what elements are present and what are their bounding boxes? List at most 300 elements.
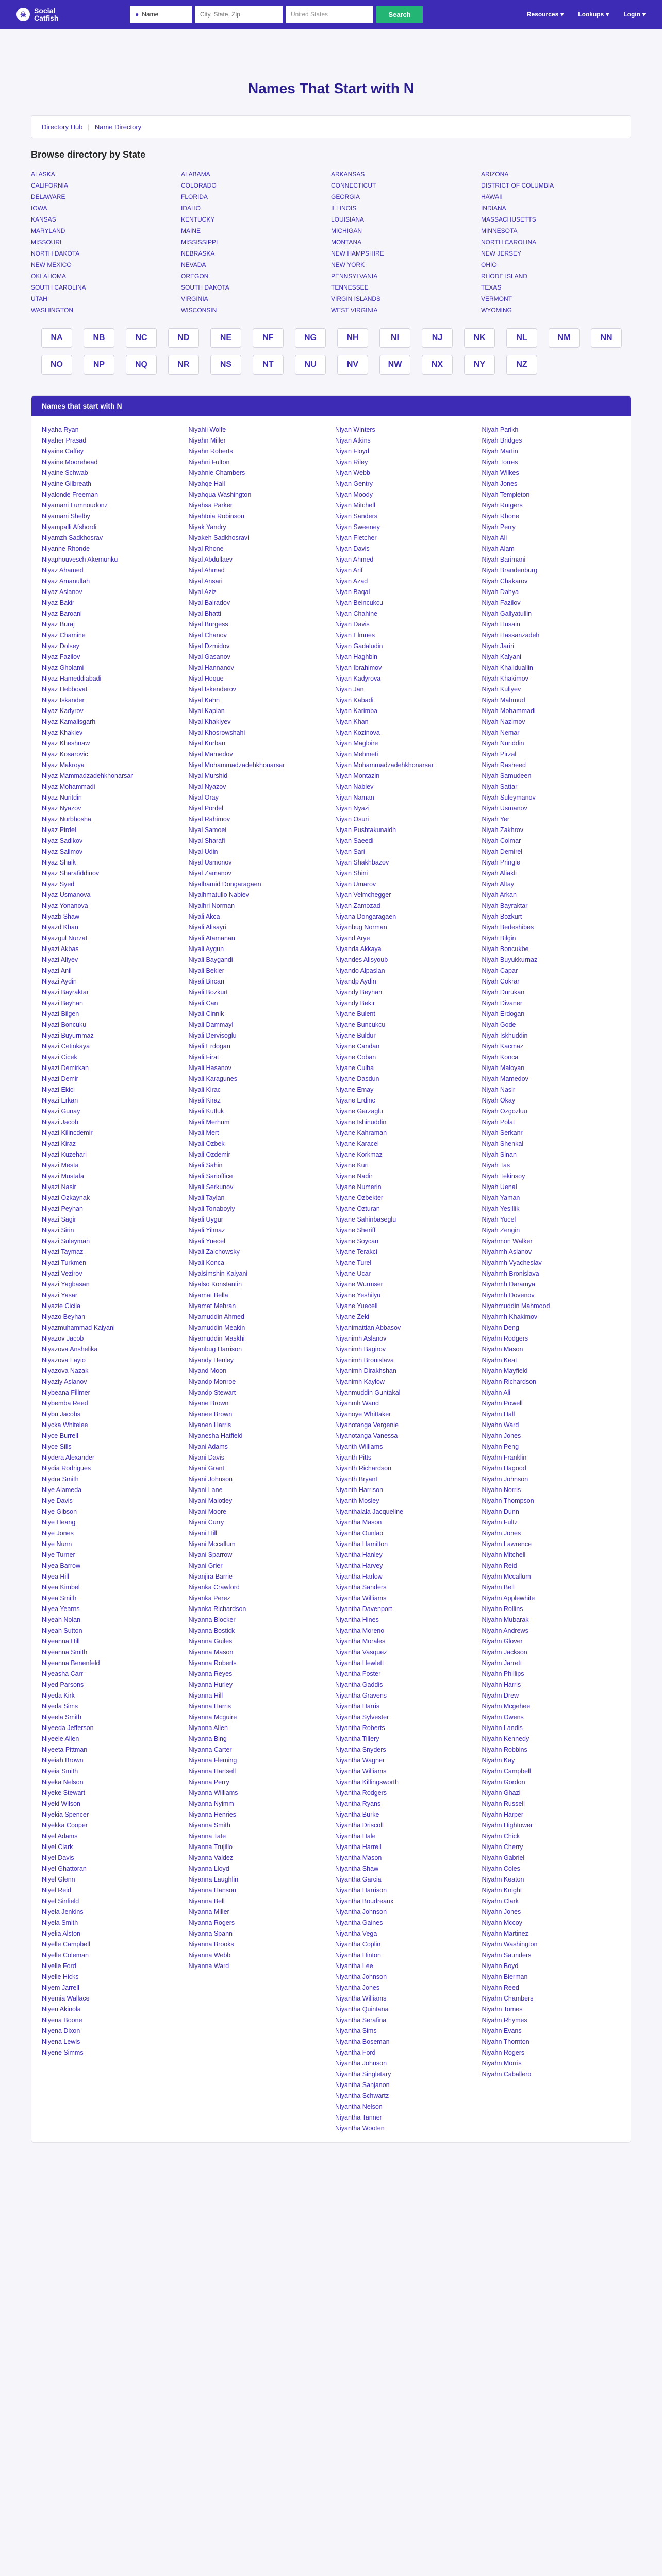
name-link[interactable]: Niyaz Gholami (42, 664, 84, 671)
name-link[interactable]: Niyah Khakimov (482, 675, 528, 682)
name-link[interactable]: Niyanthalala Jacqueline (335, 1508, 404, 1515)
name-link[interactable]: Niyahmh Bronislava (482, 1270, 539, 1277)
name-link[interactable]: Niyazi Bayraktar (42, 989, 89, 996)
name-link[interactable]: Niyahn Ali (482, 1389, 511, 1396)
name-link[interactable]: Niyan Osuri (335, 816, 369, 823)
name-link[interactable]: Niyeda Sims (42, 1703, 78, 1710)
name-link[interactable]: Niyah Nazimov (482, 718, 525, 725)
name-link[interactable]: Niyahn Norris (482, 1486, 521, 1494)
state-link[interactable]: PENNSYLVANIA (331, 273, 378, 280)
name-link[interactable]: Niyaz Khakiev (42, 729, 83, 736)
name-link[interactable]: Niyantha Williams (335, 1595, 387, 1602)
name-link[interactable]: Niyah Nemar (482, 729, 520, 736)
name-link[interactable]: Niyampalli Afshordi (42, 523, 97, 531)
name-link[interactable]: Niyan Zamozad (335, 902, 380, 909)
name-link[interactable]: Niyah Yaman (482, 1194, 520, 1201)
name-link[interactable]: Niyahmh Aslanov (482, 1248, 532, 1256)
name-link[interactable]: Niyazi Ekici (42, 1086, 75, 1093)
name-link[interactable]: Niyah Mohammadi (482, 707, 536, 715)
name-link[interactable]: Niyah Fazilov (482, 599, 521, 606)
name-link[interactable]: Niyantha Sanders (335, 1584, 387, 1591)
name-link[interactable]: Niyantha Hale (335, 1833, 376, 1840)
name-link[interactable]: Niyahn Ward (482, 1421, 519, 1429)
name-link[interactable]: Niyahmh Khakimov (482, 1313, 538, 1320)
name-link[interactable]: Niyani Mccallum (188, 1540, 236, 1548)
name-link[interactable]: Niyanbug Harrison (188, 1346, 242, 1353)
name-link[interactable]: Niyantha Williams (335, 1768, 387, 1775)
name-link[interactable]: Niyanth Bryant (335, 1476, 377, 1483)
name-link[interactable]: Niyali Alisayri (188, 924, 227, 931)
name-link[interactable]: Niyantha Johnson (335, 1973, 387, 1980)
name-link[interactable]: Niyantha Jones (335, 1984, 380, 1991)
name-link[interactable]: Niyaz Hameddiabadi (42, 675, 102, 682)
name-link[interactable]: Niyazi Kilincdemir (42, 1129, 93, 1137)
nav-resources[interactable]: Resources ▾ (526, 11, 564, 18)
name-link[interactable]: Niyena Boone (42, 2016, 82, 2024)
name-link[interactable]: Niyah Nuriddin (482, 740, 524, 747)
name-link[interactable]: Niyahn Ghazi (482, 1789, 521, 1797)
state-link[interactable]: HAWAII (481, 193, 503, 200)
state-link[interactable]: DELAWARE (31, 193, 65, 200)
name-link[interactable]: Niyel Adams (42, 1833, 78, 1840)
name-link[interactable]: Niyanna Hill (188, 1692, 223, 1699)
prefix-button[interactable]: NG (295, 328, 326, 348)
name-link[interactable]: Niyaz Syed (42, 880, 75, 888)
name-link[interactable]: Niyantha Johnson (335, 1908, 387, 1916)
state-link[interactable]: NEVADA (181, 261, 206, 268)
name-link[interactable]: Niyah Chakarov (482, 578, 528, 585)
name-link[interactable]: Niyeka Nelson (42, 1778, 84, 1786)
name-link[interactable]: Niyahn Applewhite (482, 1595, 535, 1602)
name-link[interactable]: Niyali Kirac (188, 1086, 221, 1093)
state-link[interactable]: NEW HAMPSHIRE (331, 250, 384, 257)
name-link[interactable]: Niyazi Buyurnmaz (42, 1032, 94, 1039)
name-link[interactable]: Niyahn Glover (482, 1638, 523, 1645)
name-link[interactable]: Niyantha Roberts (335, 1724, 385, 1732)
name-link[interactable]: Niyantha Harrell (335, 1843, 382, 1851)
name-link[interactable]: Niyazi Cicek (42, 1054, 77, 1061)
name-link[interactable]: Niyantha Hewlett (335, 1659, 384, 1667)
name-link[interactable]: Niyantha Ford (335, 2049, 376, 2056)
name-link[interactable]: Niyahn Rogers (482, 2049, 525, 2056)
name-link[interactable]: Niyanna Mcguire (188, 1714, 237, 1721)
name-link[interactable]: Niyantha Singletary (335, 2071, 391, 2078)
name-link[interactable]: Niyazb Shaw (42, 913, 79, 920)
name-link[interactable]: Niyahn Thompson (482, 1497, 534, 1504)
name-link[interactable]: Niyali Kiraz (188, 1097, 221, 1104)
state-link[interactable]: MISSOURI (31, 239, 62, 246)
name-link[interactable]: Niyane Kurt (335, 1162, 369, 1169)
name-link[interactable]: Niyah Tas (482, 1162, 510, 1169)
name-link[interactable]: Niyal Aziz (188, 588, 217, 596)
state-link[interactable]: MAINE (181, 227, 201, 234)
name-link[interactable]: Niyah Zakhrov (482, 826, 524, 834)
name-link[interactable]: Niyahn Clark (482, 1897, 519, 1905)
name-link[interactable]: Niyantha Williams (335, 1995, 387, 2002)
name-link[interactable]: Niyalsimshin Kaiyani (188, 1270, 248, 1277)
name-link[interactable]: Niyazi Gunay (42, 1108, 80, 1115)
name-link[interactable]: Niyantha Boseman (335, 2038, 390, 2045)
name-link[interactable]: Niyazi Erkan (42, 1097, 78, 1104)
name-link[interactable]: Niyah Kacmaz (482, 1043, 524, 1050)
name-link[interactable]: Niyazi Vezirov (42, 1270, 82, 1277)
state-link[interactable]: WASHINGTON (31, 307, 74, 314)
name-link[interactable]: Niyandp Monroe (188, 1378, 236, 1385)
name-link[interactable]: Niyea Yearns (42, 1605, 80, 1613)
name-link[interactable]: Niyahn Saunders (482, 1952, 532, 1959)
name-link[interactable]: Niyal Khakiyev (188, 718, 231, 725)
name-link[interactable]: Niyanmuddin Guntakal (335, 1389, 401, 1396)
name-link[interactable]: Niyantha Sylvester (335, 1714, 389, 1721)
state-link[interactable]: GEORGIA (331, 193, 360, 200)
name-link[interactable]: Niyah Brandenburg (482, 567, 538, 574)
name-link[interactable]: Niybemba Reed (42, 1400, 88, 1407)
prefix-button[interactable]: NH (337, 328, 368, 348)
state-link[interactable]: RHODE ISLAND (481, 273, 528, 280)
name-link[interactable]: Niyal Kurban (188, 740, 226, 747)
name-link[interactable]: Niyamani Shelby (42, 513, 90, 520)
name-link[interactable]: Niyahtoia Robinson (188, 513, 244, 520)
name-link[interactable]: Niyazi Demirkan (42, 1064, 89, 1072)
name-link[interactable]: Niyanna Hanson (188, 1887, 236, 1894)
name-link[interactable]: Niyahn Hagood (482, 1465, 526, 1472)
name-link[interactable]: Niyan Azad (335, 578, 368, 585)
name-link[interactable]: Niyantha Ounlap (335, 1530, 384, 1537)
name-link[interactable]: Niyah Shenkal (482, 1140, 524, 1147)
state-link[interactable]: VIRGIN ISLANDS (331, 295, 381, 302)
name-link[interactable]: Niyah Rutgers (482, 502, 523, 509)
name-link[interactable]: Niyah Buyukkurnaz (482, 956, 538, 963)
name-link[interactable]: Niyani Grant (188, 1465, 224, 1472)
name-link[interactable]: Niyali Firat (188, 1054, 219, 1061)
name-link[interactable]: Niyandp Stewart (188, 1389, 236, 1396)
name-link[interactable]: Niyantha Garcia (335, 1876, 382, 1883)
name-link[interactable]: Niyaine Schwab (42, 469, 88, 477)
name-link[interactable]: Niyah Demirel (482, 848, 522, 855)
name-link[interactable]: Niyelia Alston (42, 1930, 81, 1937)
state-link[interactable]: LOUISIANA (331, 216, 365, 223)
name-link[interactable]: Niyah Bayraktar (482, 902, 528, 909)
name-link[interactable]: Niyah Barimani (482, 556, 526, 563)
name-link[interactable]: Niyah Uenal (482, 1183, 517, 1191)
name-link[interactable]: Niyane Numerin (335, 1183, 382, 1191)
name-link[interactable]: Niyanna Guiles (188, 1638, 233, 1645)
name-link[interactable]: Niyal Kaplan (188, 707, 225, 715)
name-link[interactable]: Niyane Karacel (335, 1140, 379, 1147)
name-link[interactable]: Niyaz Hebbovat (42, 686, 88, 693)
name-link[interactable]: Niyanna Allen (188, 1724, 228, 1732)
name-link[interactable]: Niyahn Franklin (482, 1454, 527, 1461)
name-link[interactable]: Niyahn Landis (482, 1724, 523, 1732)
name-link[interactable]: Niyali Hasanov (188, 1064, 231, 1072)
name-link[interactable]: Niyeda Kirk (42, 1692, 75, 1699)
name-link[interactable]: Niyah Khaliduallin (482, 664, 533, 671)
name-link[interactable]: Niyalhmatullo Nabiev (188, 891, 249, 899)
name-link[interactable]: Niyali Bircan (188, 978, 224, 985)
name-link[interactable]: Niyed Parsons (42, 1681, 84, 1688)
name-link[interactable]: Niyah Colmar (482, 837, 521, 844)
name-link[interactable]: Niyah Bilgin (482, 935, 516, 942)
state-link[interactable]: TEXAS (481, 284, 502, 291)
name-link[interactable]: Niye Alameda (42, 1486, 82, 1494)
name-link[interactable]: Niyahn Lawrence (482, 1540, 532, 1548)
name-link[interactable]: Niyal Rhone (188, 545, 224, 552)
state-link[interactable]: KANSAS (31, 216, 56, 223)
name-link[interactable]: Niyantha Davenport (335, 1605, 392, 1613)
name-link[interactable]: Niyantha Vasquez (335, 1649, 387, 1656)
name-link[interactable]: Niyanotanga Vanessa (335, 1432, 398, 1439)
name-link[interactable]: Niyanna Hurley (188, 1681, 233, 1688)
name-link[interactable]: Niyan Floyd (335, 448, 369, 455)
name-link[interactable]: Niyaz Dolsey (42, 642, 79, 650)
name-link[interactable]: Niyanimh Bagirov (335, 1346, 386, 1353)
name-link[interactable]: Niyazi Turkmen (42, 1259, 87, 1266)
name-link[interactable]: Niyeki Wilson (42, 1800, 81, 1807)
name-link[interactable]: Niyali Cinnik (188, 1010, 224, 1018)
name-link[interactable]: Niyana Dongaragaen (335, 913, 396, 920)
name-link[interactable]: Niyah Yesillik (482, 1205, 520, 1212)
name-link[interactable]: Niyaz Amanullah (42, 578, 90, 585)
state-link[interactable]: NEW YORK (331, 261, 365, 268)
name-link[interactable]: Niyanka Crawford (188, 1584, 240, 1591)
name-link[interactable]: Niyanth Williams (335, 1443, 383, 1450)
prefix-button[interactable]: NE (210, 328, 241, 348)
name-link[interactable]: Niyahn Richardson (482, 1378, 537, 1385)
name-link[interactable]: Niyantha Harlow (335, 1573, 383, 1580)
name-link[interactable]: Niyahn Jones (482, 1432, 521, 1439)
name-link[interactable]: Niyahn Harper (482, 1811, 524, 1818)
name-link[interactable]: Niyah Bedeshibes (482, 924, 534, 931)
name-link[interactable]: Niyan Pushtakunaidh (335, 826, 396, 834)
name-link[interactable]: Niyahmon Walker (482, 1238, 533, 1245)
state-link[interactable]: NEW MEXICO (31, 261, 72, 268)
name-link[interactable]: Niyahn Rollins (482, 1605, 523, 1613)
name-link[interactable]: Niyah Serkanr (482, 1129, 523, 1137)
breadcrumb-name-directory[interactable]: Name Directory (94, 123, 142, 131)
prefix-button[interactable]: NY (464, 355, 495, 375)
name-link[interactable]: Niyamat Mehran (188, 1302, 236, 1310)
name-link[interactable]: Niyamuddin Meakin (188, 1324, 245, 1331)
state-link[interactable]: OHIO (481, 261, 497, 268)
state-link[interactable]: OKLAHOMA (31, 273, 67, 280)
name-link[interactable]: Niyal Rahimov (188, 816, 230, 823)
name-link[interactable]: Niyani Lane (188, 1486, 223, 1494)
name-link[interactable]: Niyah Arkan (482, 891, 517, 899)
name-link[interactable]: Niyanna Brooks (188, 1941, 234, 1948)
name-link[interactable]: Niyanimh Kaylow (335, 1378, 385, 1385)
state-link[interactable]: NORTH DAKOTA (31, 250, 80, 257)
name-link[interactable]: Niyandp Aydin (335, 978, 376, 985)
name-link[interactable]: Niyah Husain (482, 621, 520, 628)
name-link[interactable]: Niyahli Wolfe (188, 426, 226, 433)
name-link[interactable]: Niyel Davis (42, 1854, 74, 1861)
name-link[interactable]: Niyanna Lloyd (188, 1865, 229, 1872)
name-link[interactable]: Niyanth Mosley (335, 1497, 379, 1504)
name-link[interactable]: Niyah Capar (482, 967, 518, 974)
name-link[interactable]: Niyeanna Benenfeld (42, 1659, 100, 1667)
name-link[interactable]: Niyah Erdogan (482, 1010, 525, 1018)
name-link[interactable]: Niyaz Yonanova (42, 902, 88, 909)
name-link[interactable]: Niyazie Cicila (42, 1302, 81, 1310)
name-link[interactable]: Niyazov Jacob (42, 1335, 84, 1342)
name-link[interactable]: Niyanmh Wand (335, 1400, 379, 1407)
name-link[interactable]: Niyazi Kiraz (42, 1140, 76, 1147)
name-link[interactable]: Niyahn Jackson (482, 1649, 527, 1656)
name-link[interactable]: Niyahn Keat (482, 1357, 517, 1364)
name-link[interactable]: Niyan Ahmed (335, 556, 374, 563)
name-link[interactable]: Niyali Bekler (188, 967, 224, 974)
name-link[interactable]: Niyanna Henries (188, 1811, 236, 1818)
name-link[interactable]: Niyal Samoei (188, 826, 227, 834)
name-link[interactable]: Niye Davis (42, 1497, 73, 1504)
state-link[interactable]: SOUTH CAROLINA (31, 284, 86, 291)
state-select[interactable]: United States (286, 6, 373, 23)
name-link[interactable]: Niyan Mohammadzadehkhonarsar (335, 761, 434, 769)
name-link[interactable]: Niyantha Hamilton (335, 1540, 388, 1548)
name-link[interactable]: Niyane Ucar (335, 1270, 371, 1277)
name-link[interactable]: Niyahn Reid (482, 1562, 517, 1569)
name-link[interactable]: Niyali Konca (188, 1259, 224, 1266)
state-link[interactable]: MINNESOTA (481, 227, 518, 234)
name-link[interactable]: Niyan Arif (335, 567, 363, 574)
prefix-button[interactable]: NN (591, 328, 622, 348)
name-link[interactable]: Niyanka Richardson (188, 1605, 246, 1613)
name-link[interactable]: Niyazi Akbas (42, 945, 79, 953)
name-link[interactable]: Niyel Reid (42, 1887, 71, 1894)
name-link[interactable]: Niyanna Smith (188, 1822, 230, 1829)
name-link[interactable]: Niyah Sinan (482, 1151, 517, 1158)
name-link[interactable]: Niyali Can (188, 999, 218, 1007)
name-link[interactable]: Niyahn Hall (482, 1411, 515, 1418)
name-link[interactable]: Niyan Gadaludin (335, 642, 383, 650)
name-link[interactable]: Niyantha Moreno (335, 1627, 385, 1634)
name-link[interactable]: Niyah Pringle (482, 859, 520, 866)
name-link[interactable]: Niyahmh Vyacheslav (482, 1259, 542, 1266)
name-link[interactable]: Niyahn Owens (482, 1714, 524, 1721)
name-link[interactable]: Niyali Ozdemir (188, 1151, 230, 1158)
state-link[interactable]: MICHIGAN (331, 227, 362, 234)
state-link[interactable]: MARYLAND (31, 227, 65, 234)
name-link[interactable]: Niyahn Chick (482, 1833, 520, 1840)
prefix-button[interactable]: NM (549, 328, 580, 348)
name-link[interactable]: Niyane Candan (335, 1043, 380, 1050)
state-link[interactable]: INDIANA (481, 205, 506, 212)
name-link[interactable]: Niyem Jarrell (42, 1984, 79, 1991)
name-link[interactable]: Niyah Bridges (482, 437, 522, 444)
name-link[interactable]: Niyanna Williams (188, 1789, 238, 1797)
name-link[interactable]: Niyahn Martinez (482, 1930, 528, 1937)
name-link[interactable]: Niyantha Mason (335, 1519, 382, 1526)
name-link[interactable]: Niyahni Fulton (188, 459, 230, 466)
name-link[interactable]: Niyane Zeki (335, 1313, 369, 1320)
prefix-button[interactable]: NF (253, 328, 284, 348)
name-link[interactable]: Niyanna Harris (188, 1703, 231, 1710)
name-link[interactable]: Niyeeta Pittman (42, 1746, 88, 1753)
prefix-button[interactable]: NP (84, 355, 114, 375)
name-link[interactable]: Niyani Davis (188, 1454, 224, 1461)
name-link[interactable]: Niyahn Mubarak (482, 1616, 529, 1623)
name-link[interactable]: Niyan Davis (335, 621, 370, 628)
name-link[interactable]: Niyaz Kosarovic (42, 751, 88, 758)
name-link[interactable]: Niyaine Gilbreath (42, 480, 91, 487)
name-link[interactable]: Niyantha Harvey (335, 1562, 383, 1569)
name-link[interactable]: Niyalso Konstantin (188, 1281, 242, 1288)
name-link[interactable]: Niyan Mitchell (335, 502, 375, 509)
state-link[interactable]: ARIZONA (481, 171, 509, 178)
name-link[interactable]: Niyand Moon (188, 1367, 227, 1375)
name-link[interactable]: Niyekka Cooper (42, 1822, 88, 1829)
name-link[interactable]: Niyahn Jarrett (482, 1659, 522, 1667)
name-link[interactable]: Niyah Torres (482, 459, 518, 466)
name-link[interactable]: Niyazi Taymaz (42, 1248, 84, 1256)
name-link[interactable]: Niyal Kahn (188, 697, 220, 704)
name-link[interactable]: Niyena Lewis (42, 2038, 80, 2045)
name-link[interactable]: Niyani Curry (188, 1519, 224, 1526)
name-link[interactable]: Niyah Zengin (482, 1227, 520, 1234)
name-link[interactable]: Niyel Sinfield (42, 1897, 79, 1905)
prefix-button[interactable]: NR (168, 355, 199, 375)
name-link[interactable]: Niyanna Blocker (188, 1616, 236, 1623)
name-link[interactable]: Niyah Kalyani (482, 653, 521, 660)
brand-logo-link[interactable] (16, 7, 130, 22)
name-link[interactable]: Niyal Zamanov (188, 870, 231, 877)
name-link[interactable]: Niyanth Pitts (335, 1454, 372, 1461)
name-link[interactable]: Niyan Montazin (335, 772, 380, 779)
name-link[interactable]: Niyane Kahraman (335, 1129, 387, 1137)
name-link[interactable]: Niyantha Killingsworth (335, 1778, 399, 1786)
name-link[interactable]: Niyanda Akkaya (335, 945, 382, 953)
name-link[interactable]: Niyahn Drew (482, 1692, 519, 1699)
name-link[interactable]: Niyantha Vega (335, 1930, 377, 1937)
name-link[interactable]: Niyeanna Hill (42, 1638, 80, 1645)
name-link[interactable]: Niyamat Bella (188, 1292, 228, 1299)
name-link[interactable]: Niyaz Sadikov (42, 837, 83, 844)
name-link[interactable]: Niyantha Harrison (335, 1887, 387, 1894)
name-link[interactable]: Niyantha Quintana (335, 2006, 389, 2013)
name-link[interactable]: Niyantha Schwartz (335, 2092, 389, 2099)
name-link[interactable]: Niycka Whitelee (42, 1421, 88, 1429)
name-link[interactable]: Niyeele Allen (42, 1735, 79, 1742)
name-link[interactable]: Niyantha Rodgers (335, 1789, 387, 1797)
name-link[interactable]: Niyali Mert (188, 1129, 219, 1137)
name-link[interactable]: Niyea Hill (42, 1573, 69, 1580)
name-link[interactable]: Niyal Ansari (188, 578, 223, 585)
name-link[interactable]: Niyamzh Sadkhosrav (42, 534, 103, 541)
name-link[interactable]: Niyane Bulent (335, 1010, 375, 1018)
name-link[interactable]: Niyah Martin (482, 448, 518, 455)
name-link[interactable]: Niye Nunn (42, 1540, 72, 1548)
prefix-button[interactable]: NQ (126, 355, 157, 375)
name-link[interactable]: Niyamani Lumnoudonz (42, 502, 108, 509)
search-button[interactable]: Search (376, 6, 423, 23)
name-link[interactable]: Niyaz Nurbhosha (42, 816, 91, 823)
name-link[interactable]: Niybeana Fillmer (42, 1389, 90, 1396)
name-link[interactable]: Niyal Sharafi (188, 837, 225, 844)
name-link[interactable]: Niyali Zaichowsky (188, 1248, 240, 1256)
name-link[interactable]: Niyeela Smith (42, 1714, 82, 1721)
name-link[interactable]: Niyaz Chamine (42, 632, 86, 639)
name-link[interactable]: Niyah Polat (482, 1118, 515, 1126)
name-link[interactable]: Niyahn Powell (482, 1400, 523, 1407)
name-link[interactable]: Niyazi Boncuku (42, 1021, 87, 1028)
name-link[interactable]: Niyane Yeshilyu (335, 1292, 381, 1299)
name-link[interactable]: Niyali Taylan (188, 1194, 225, 1201)
name-link[interactable]: Niyan Sari (335, 848, 365, 855)
name-link[interactable]: Niyaz Mammadzadehkhonarsar (42, 772, 133, 779)
name-link[interactable]: Niyandy Henley (188, 1357, 234, 1364)
name-link[interactable]: Niyanna Carter (188, 1746, 232, 1753)
name-link[interactable]: Niyanna Laughlin (188, 1876, 239, 1883)
